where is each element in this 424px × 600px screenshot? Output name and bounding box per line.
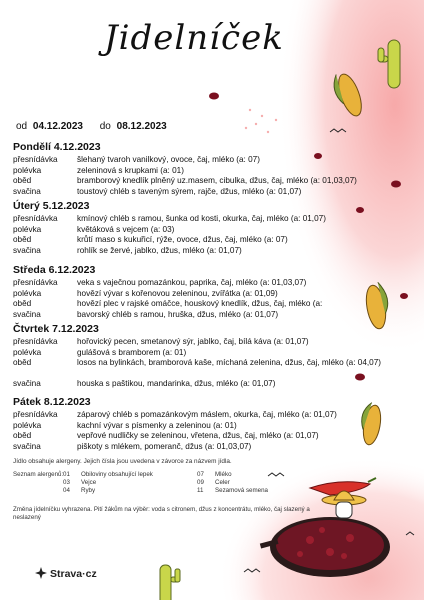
allergen-number: 07: [197, 471, 204, 478]
meal-label: přesnídávka: [13, 410, 58, 419]
meal-description: hořovický pecen, smetanový sýr, jablko, čaj, bílá káva (a: 01,07): [77, 337, 309, 346]
date-from-label: od: [16, 121, 28, 132]
meal-label: svačina: [13, 309, 41, 319]
meal-description: veka s vaječnou pomazánkou, paprika, čaj, mléko (a: 01,03,07): [77, 278, 307, 287]
meal-label: oběd: [13, 358, 32, 368]
meal-description: bavorský chléb s ramou, hruška, džus, mléko (a: 01,07): [77, 309, 279, 319]
allergen-name: Sezamová semena: [215, 487, 268, 494]
day-section-friday: [13, 396, 413, 452]
meal-description: houska s paštikou, mandarinka, džus, mléko (a: 01,07): [77, 379, 276, 389]
meal-label: přesnídávka: [13, 278, 58, 287]
drink-note: Změna jídelníčku vyhrazena. Pití žákům na výběr: voda s citronem, džus z koncentrátu, mléko, čaj slazený a neslazený: [13, 506, 310, 521]
meal-label: polévka: [13, 224, 42, 234]
menu-row: [13, 299, 413, 310]
meal-label: přesnídávka: [13, 155, 58, 164]
menu-row: [13, 278, 413, 289]
day-heading: Úterý 5.12.2023: [13, 200, 90, 212]
menu-row: [13, 379, 413, 390]
meal-description: kmínový chléb s ramou, šunka od kosti, okurka, čaj, mléko (a: 01,07): [77, 214, 326, 223]
meal-label: polévka: [13, 165, 42, 175]
menu-row: [13, 176, 413, 187]
menu-row: [13, 358, 413, 379]
menu-row: [13, 235, 413, 246]
allergen-name: Celer: [215, 479, 230, 486]
meal-label: svačina: [13, 379, 41, 389]
menu-row: [13, 421, 413, 432]
menu-row: [13, 431, 413, 442]
menu-row: [13, 410, 413, 421]
logo-icon: [35, 567, 47, 579]
meal-description: bramborový knedlík plněný uz.masem, cibulka, džus, čaj, mléko (a: 01,03,07): [77, 176, 357, 186]
meal-description: šlehaný tvaroh vanilkový, ovoce, čaj, mléko (a: 07): [77, 155, 260, 164]
meal-label: oběd: [13, 299, 32, 309]
date-from: 04.12.2023: [32, 121, 83, 132]
menu-row: [13, 289, 413, 300]
allergen-list-label: Seznam alergenů:: [13, 471, 64, 478]
allergen-name: Vejce: [81, 479, 97, 486]
menu-row: [13, 187, 413, 198]
meal-label: oběd: [13, 235, 32, 245]
menu-row: [13, 348, 413, 359]
meal-description: rohlík se žervé, jablko, džus, mléko (a: 01,07): [77, 245, 242, 255]
menu-row: [13, 310, 413, 321]
menu-row: [13, 155, 413, 166]
menu-row: [13, 166, 413, 177]
meal-description: zeleninová s krupkami (a: 01): [77, 165, 184, 175]
meal-label: svačina: [13, 245, 41, 255]
date-to: 08.12.2023: [116, 121, 167, 132]
meal-description: piškoty s mlékem, pomeranč, džus (a: 01,03,07): [77, 441, 252, 451]
meal-description: květáková s vejcem (a: 03): [77, 224, 175, 234]
meal-description: vepřové nudličky se zeleninou, vřetena, džus, čaj, mléko (a: 01,07): [77, 431, 319, 441]
brand-logo: [35, 567, 97, 580]
allergen-name: Obiloviny obsahující lepek: [81, 471, 153, 478]
allergen-number: 04: [63, 487, 70, 494]
menu-row: [13, 225, 413, 236]
day-section-thursday: [13, 323, 413, 390]
brand-name: Strava·cz: [50, 568, 97, 580]
meal-description: krůtí maso s kukuřicí, rýže, ovoce, džus, čaj, mléko (a: 07): [77, 235, 288, 245]
date-to-label: do: [99, 121, 111, 132]
meal-label: oběd: [13, 176, 32, 186]
meal-label: přesnídávka: [13, 337, 58, 346]
day-section-tuesday: [13, 200, 413, 256]
meal-label: polévka: [13, 288, 42, 298]
meal-label: polévka: [13, 347, 42, 357]
day-heading: Pátek 8.12.2023: [13, 396, 91, 408]
meal-label: svačina: [13, 186, 41, 196]
allergen-number: 09: [197, 479, 204, 486]
meal-description: losos na bylinkách, bramborová kaše, míchaná zelenina, džus, čaj, mléko (a: 04,07): [77, 358, 382, 368]
allergen-name: Ryby: [81, 487, 96, 494]
meal-description: gulášová s bramborem (a: 01): [77, 347, 187, 357]
meal-description: hovězí plec v rajské omáčce, houskový knedlík, džus, čaj, mléko (a:: [77, 299, 323, 309]
menu-row: [13, 246, 413, 257]
day-heading: Středa 6.12.2023: [13, 264, 96, 276]
date-range: [16, 121, 181, 132]
day-section-wednesday: [13, 264, 413, 320]
day-section-monday: [13, 141, 413, 197]
meal-label: svačina: [13, 441, 41, 451]
allergen-name: Mléko: [215, 471, 232, 478]
meal-description: záparový chléb s pomazánkovým máslem, okurka, čaj, mléko (a: 01,07): [77, 410, 337, 419]
allergen-notice: Jídlo obsahuje alergeny. Jejich čísla jsou uvedena v závorce za názvem jídla.: [13, 458, 232, 465]
menu-row: [13, 442, 413, 453]
menu-row: [13, 337, 413, 348]
day-heading: Pondělí 4.12.2023: [13, 141, 101, 153]
meal-label: oběd: [13, 431, 32, 441]
menu-row: [13, 214, 413, 225]
allergen-number: 01: [63, 471, 70, 478]
allergen-number: 11: [197, 487, 204, 494]
allergen-number: 03: [63, 479, 70, 486]
page-title: Jidelníček: [104, 18, 284, 58]
meal-description: kachní vývar s písmenky a zeleninou (a: 01): [77, 420, 237, 430]
meal-description: hovězí vývar s kořenovou zeleninou, zvířátka (a: 01,09): [77, 288, 278, 298]
meal-label: přesnídávka: [13, 214, 58, 223]
meal-description: toustový chléb s taveným sýrem, rajče, džus, mléko (a: 01,07): [77, 186, 302, 196]
day-heading: Čtvrtek 7.12.2023: [13, 323, 99, 335]
meal-label: polévka: [13, 420, 42, 430]
